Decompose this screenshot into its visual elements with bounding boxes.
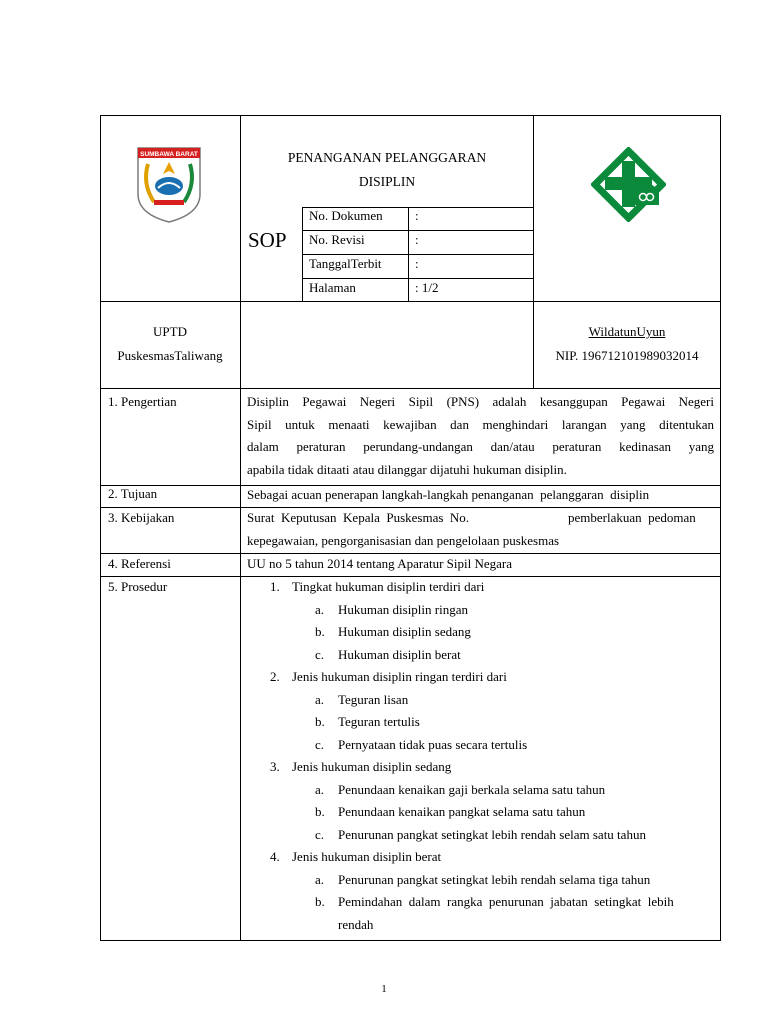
section-label-kebijakan: 3. Kebijakan: [108, 510, 175, 525]
list-item: Jenis hukuman disiplin sedang: [292, 759, 452, 774]
organization-name: [100, 320, 240, 368]
kebijakan-line-2: kepegawaian, pengorganisasian dan pengelolaan puskesmas: [247, 532, 560, 548]
sub-item-letter: c.: [315, 826, 325, 842]
list-item-number: 4.: [270, 849, 280, 864]
sub-item-letter: c.: [315, 646, 325, 662]
list-item: Jenis hukuman disiplin berat: [292, 849, 442, 864]
sub-item: Teguran lisan: [338, 691, 409, 707]
sub-item: Teguran tertulis: [338, 714, 420, 729]
page-number: 1: [381, 983, 387, 995]
list-item: Tingkat hukuman disiplin terdiri dari: [292, 579, 485, 594]
sub-item-letter: c.: [315, 736, 325, 752]
meta-col-line: [408, 207, 409, 302]
sub-item-letter: a.: [315, 871, 325, 887]
meta-label-rev: No. Revisi: [309, 232, 365, 247]
meta-row-line: [302, 278, 533, 279]
table-border-right: [720, 115, 721, 941]
signer-name: WildatunUyun: [588, 324, 666, 339]
sub-item: Penurunan pangkat setingkat lebih rendah selama tiga tahun: [338, 871, 651, 887]
meta-row-line: [302, 230, 533, 231]
sub-item: Penundaan kenaikan pangkat selama satu tahun: [338, 804, 586, 819]
meta-value-page: : 1/2: [415, 280, 439, 295]
table-border-left: [100, 115, 101, 941]
document-title: [241, 146, 533, 194]
sop-label: SOP: [248, 228, 287, 252]
list-item-number: 1.: [270, 579, 280, 594]
pengertian-line: Sipil untuk menaati kewajiban dan menghindari larangan yang ditentukan: [247, 416, 714, 432]
sub-item: Penurunan pangkat setingkat lebih rendah selam satu tahun: [338, 826, 646, 842]
meta-label-page: Halaman: [309, 280, 356, 295]
meta-value-doc: :: [415, 208, 419, 223]
puskesmas-logo: [591, 147, 666, 222]
signer-nip: NIP. 196712101989032014: [555, 348, 699, 363]
title-line-1: PENANGANAN PELANGGARAN: [287, 150, 487, 165]
section-label-pengertian: 1. Pengertian: [108, 394, 177, 409]
pengertian-line: dalam peraturan perundang-undangan dan/atau peraturan kedinasan yang: [247, 439, 714, 454]
sub-item: Pemindahan dalam rangka penurunan jabatan setingkat lebih: [338, 894, 674, 909]
referensi-text: UU no 5 tahun 2014 tentang Aparatur Sipil Negara: [247, 556, 512, 571]
list-item-number: 2.: [270, 669, 280, 684]
table-border-bottom: [100, 940, 721, 941]
logo-left-text: SUMBAWA BARAT: [140, 151, 198, 158]
signer-block: [533, 320, 721, 368]
sub-item-letter: b.: [315, 714, 325, 729]
kebijakan-line-1a: Surat Keputusan Kepala Puskesmas No.: [247, 510, 470, 525]
sub-item: Hukuman disiplin berat: [338, 646, 461, 662]
org-line-2: PuskesmasTaliwang: [117, 348, 223, 363]
pengertian-line: apabila tidak ditaati atau dilanggar dijatuhi hukuman disiplin.: [247, 461, 567, 477]
title-line-2: DISIPLIN: [358, 174, 416, 189]
tujuan-text: Sebagai acuan penerapan langkah-langkah penanganan pelanggaran disiplin: [247, 487, 650, 502]
sub-item: Pernyataan tidak puas secara tertulis: [338, 736, 528, 752]
section-label-referensi: 4. Referensi: [108, 556, 171, 571]
list-item: Jenis hukuman disiplin ringan terdiri dari: [292, 669, 507, 684]
sub-item-letter: a.: [315, 601, 325, 617]
meta-value-rev: :: [415, 232, 419, 247]
sub-item: Hukuman disiplin ringan: [338, 601, 468, 617]
section-label-prosedur: 5. Prosedur: [108, 579, 168, 594]
sub-item: Penundaan kenaikan gaji berkala selama satu tahun: [338, 781, 606, 797]
list-item-number: 3.: [270, 759, 280, 774]
sub-item: Hukuman disiplin sedang: [338, 624, 471, 639]
org-line-1: UPTD: [153, 324, 187, 339]
sumbawa-barat-logo: [134, 144, 204, 224]
sub-item-letter: a.: [315, 781, 325, 797]
sub-item-letter: b.: [315, 624, 325, 639]
pengertian-line: Disiplin Pegawai Negeri Sipil (PNS) adalah kesanggupan Pegawai Negeri: [247, 394, 714, 409]
row-divider-header: [100, 301, 721, 302]
meta-value-date: :: [415, 256, 419, 271]
meta-label-date: TanggalTerbit: [309, 256, 382, 271]
meta-row-line: [302, 254, 533, 255]
section-label-tujuan: 2. Tujuan: [108, 486, 158, 501]
sub-item-letter: b.: [315, 894, 325, 909]
col-divider-left: [240, 115, 241, 940]
kebijakan-line-1b: pemberlakuan pedoman: [568, 510, 696, 525]
row-divider-org: [100, 388, 721, 389]
sub-item-letter: b.: [315, 804, 325, 819]
meta-col-line: [302, 207, 303, 302]
sub-item-continuation: rendah: [338, 916, 374, 932]
sub-item-letter: a.: [315, 691, 325, 707]
table-border-top: [100, 115, 721, 116]
meta-label-doc: No. Dokumen: [309, 208, 383, 223]
